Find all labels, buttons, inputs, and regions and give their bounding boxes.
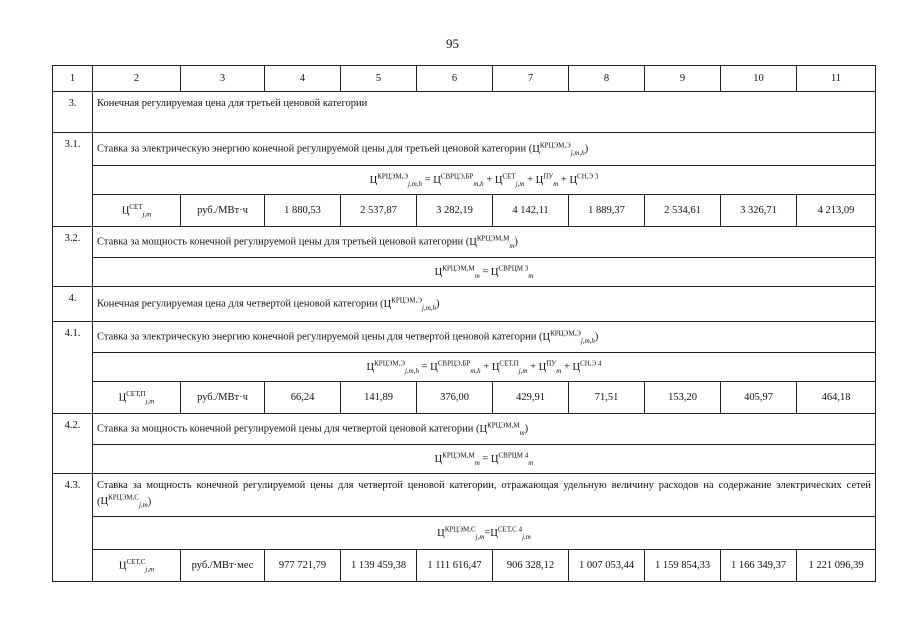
symbol-base: Ц [494,174,503,186]
symbol-superscript: КРЦЭМ,Э [539,141,571,150]
column-header: 11 [797,66,876,92]
section-title-symbol [532,141,585,157]
symbol-subscript: m [509,241,515,250]
section-3-1-formula-row [53,166,876,195]
formula-operator: + [527,361,539,373]
value-cell: 977 721,79 [265,550,341,582]
formula-term [490,264,534,280]
section-title-symbol [469,234,515,250]
formula-term [572,359,602,373]
symbol-superscript: ПУ [543,172,554,181]
symbol-base: Ц [572,361,581,373]
section-4-2-formula-row [53,445,876,474]
column-header: 4 [265,66,341,92]
symbol-base: Ц [491,361,500,373]
formula-operator: = [418,361,431,373]
section-number: 4.1. [53,322,93,414]
symbol-subscript: j,m [522,532,531,541]
formula-term [491,359,528,375]
formula-term [535,172,559,188]
symbol-subscript: j,m,h [580,336,595,345]
formula-term [538,359,562,375]
symbol-base: Ц [118,560,127,572]
symbol-superscript: СВРЦМ 3 [498,264,529,273]
formula-operator: + [524,174,536,186]
section-number: 3.2. [53,227,93,287]
column-number-row [53,66,876,92]
symbol-base: Ц [490,527,498,539]
symbol-base: Ц [430,361,438,373]
symbol-superscript: КРЦЭМ,М [487,421,520,430]
formula-operator: + [480,361,492,373]
symbol-superscript: СВРЦМ 4 [498,451,529,460]
section-number: 4. [53,287,93,322]
section-title-text: Ставка за мощность конечной регулируемой цены для третьей ценовой категории [97,236,464,248]
formula-term [490,525,531,541]
symbol-base: Ц [569,174,578,186]
symbol-superscript: СН,Э 3 [577,172,599,181]
value-cell: 66,24 [265,382,341,414]
section-4-1-values-row [53,382,876,414]
symbol-base: Ц [532,143,540,155]
symbol-superscript: СЕТ [502,172,516,181]
value-symbol [93,195,181,227]
symbol-subscript: j,m [145,397,155,406]
section-4-3-title-row [53,474,876,517]
value-cell: 2 534,61 [645,195,721,227]
section-title: Конечная регулируемая цена для четвертой ценовой категории $(Ц^{КРЦЭМ,Э}_{j,m,h})$ [93,287,876,322]
symbol-superscript: КРЦЭМ,М [476,234,510,243]
column-header: 1 [53,66,93,92]
symbol-subscript: m,h [473,179,484,188]
section-title-symbol [479,421,525,437]
formula-term [490,451,534,467]
symbol-base: Ц [369,174,378,186]
section-title-symbol [542,329,595,345]
value-cell: 71,51 [569,382,645,414]
section-title: Ставка за мощность конечной регулируемой цены для третьей ценовой категории $(Ц^{КРЦЭМ,М}_m)$ [93,227,876,258]
value-cell: 906 328,12 [493,550,569,582]
section-4-2-title-row [53,414,876,445]
tariff-table [52,65,876,582]
formula [93,517,876,550]
value-cell: 405,97 [721,382,797,414]
section-number: 4.3. [53,474,93,582]
value-cell: 429,91 [493,382,569,414]
symbol-base: Ц [538,361,547,373]
value-cell: 1 166 349,37 [721,550,797,582]
formula-term [494,172,525,188]
value-cell: 1 889,37 [569,195,645,227]
symbol-base: Ц [542,331,551,343]
value-cell: 1 139 459,38 [341,550,417,582]
symbol-base: Ц [434,266,443,278]
formula-term [437,525,485,541]
symbol-base: Ц [118,392,127,404]
symbol-subscript: j,m [138,501,148,510]
section-title: Ставка за мощность конечной регулируемой цены для четвертой ценовой категории $(Ц^{КРЦЭМ,М}_m)$ [93,414,876,445]
column-header: 3 [181,66,265,92]
value-unit: руб./МВт·ч [181,195,265,227]
section-title-text: Ставка за мощность конечной регулируемой цены для четвертой ценовой категории [97,423,474,435]
section-4-3-values-row [53,550,876,582]
value-unit: руб./МВт·мес [181,550,265,582]
section-4-1-formula-row [53,353,876,382]
section-3-2-title-row [53,227,876,258]
value-cell: 1 111 616,47 [417,550,493,582]
formula-term [366,359,419,375]
symbol-superscript: СЕТ,П [126,389,146,398]
symbol-subscript: j,m [145,565,155,574]
value-cell: 1 880,53 [265,195,341,227]
section-number: 3.1. [53,133,93,227]
symbol-base: Ц [121,205,130,217]
symbol-subscript: j,m,h [422,303,437,312]
value-symbol [93,550,181,582]
symbol-subscript: m [528,271,534,280]
section-number: 4.2. [53,414,93,474]
symbol-subscript: j,m,h [404,366,419,375]
symbol-base: Ц [479,423,488,435]
symbol-subscript: j,m [142,210,152,219]
symbol-subscript: m [553,179,559,188]
section-4-row [53,287,876,322]
column-header: 9 [645,66,721,92]
formula-term [430,359,481,375]
symbol-base: Ц [366,361,375,373]
formula-operator: + [558,174,570,186]
symbol-superscript: КРЦЭМ,Э [377,172,409,181]
symbol-superscript: КРЦЭМ,С [108,493,139,502]
value-cell: 1 159 854,33 [645,550,721,582]
section-title: Ставка за электрическую энергию конечной регулируемой цены для третьей ценовой категории $(Ц^{КРЦЭМ,Э}_{j,m,h})$ [93,133,876,166]
symbol-subscript: m [528,458,534,467]
section-title-text: Ставка за электрическую энергию конечной регулируемой цены для четвертой ценовой категории [97,331,537,343]
column-header: 2 [93,66,181,92]
symbol-base: Ц [437,527,445,539]
symbol-base: Ц [490,453,499,465]
value-cell: 1 007 053,44 [569,550,645,582]
section-title-text: Конечная регулируемая цена для третьей ценовой категории [97,98,368,109]
formula-operator: = [479,453,491,465]
symbol-subscript: j,m,h [408,179,423,188]
section-title [93,92,876,133]
value-cell: 153,20 [645,382,721,414]
value-cell: 141,89 [341,382,417,414]
formula-term [434,451,480,467]
value-symbol [93,382,181,414]
symbol-base: Ц [433,174,441,186]
column-header: 5 [341,66,417,92]
symbol-superscript: КРЦЭМ,М [442,451,475,460]
formula-term [434,264,480,280]
formula [93,445,876,474]
column-header: 10 [721,66,797,92]
symbol-base: Ц [535,174,544,186]
symbol-superscript: СЕТ,С [126,557,146,566]
value-cell: 376,00 [417,382,493,414]
symbol-subscript: m [474,458,480,467]
symbol-subscript: m [556,366,562,375]
section-title-symbol [100,493,148,510]
symbol-subscript: m [519,428,525,437]
section-title-text: Ставка за мощность конечной регулируемой цены для четвертой ценовой категории, отражающая удельную величину расходов на содержание электрических сетей [97,480,871,492]
formula [93,258,876,287]
formula-operator: = [484,527,491,539]
section-4-3-formula-row [53,517,876,550]
symbol-superscript: ПУ [546,359,557,368]
column-header: 7 [493,66,569,92]
value-unit: руб./МВт·ч [181,382,265,414]
value-cell: 4 142,11 [493,195,569,227]
value-cell: 1 221 096,39 [797,550,876,582]
symbol-base: Ц [434,453,443,465]
formula-operator: = [422,174,434,186]
symbol-superscript: КРЦЭМ,С [444,525,476,534]
value-cell: 3 326,71 [721,195,797,227]
value-cell: 464,18 [797,382,876,414]
symbol-superscript: КРЦЭМ,М [442,264,475,273]
symbol-subscript: j,m [475,532,485,541]
formula-operator: + [561,361,573,373]
formula-operator: = [479,266,491,278]
symbol-superscript: СЕТ,П [499,359,519,368]
section-3-1-values-row [53,195,876,227]
symbol-subscript: j,m [518,366,528,375]
symbol-superscript: СВРЦЭ,БР [437,359,471,368]
formula-term [569,172,599,186]
symbol-superscript: СЕТ [129,202,143,211]
symbol-subscript: m [474,271,480,280]
symbol-base: Ц [490,266,499,278]
section-number: 3. [53,92,93,133]
section-title-text: Ставка за электрическую энергию конечной регулируемой цены для третьей ценовой категории [97,143,527,155]
value-cell: 4 213,09 [797,195,876,227]
symbol-superscript: КРЦЭМ,Э [391,296,423,305]
symbol-subscript: j,m,h [570,148,585,157]
symbol-base: Ц [383,298,392,310]
symbol-superscript: СВРЦЭ,БР [440,172,474,181]
section-3-2-formula-row [53,258,876,287]
column-header: 6 [417,66,493,92]
symbol-base: Ц [100,496,109,508]
symbol-subscript: m,h [470,366,481,375]
formula [93,353,876,382]
formula [93,166,876,195]
section-3-1-title-row [53,133,876,166]
page-number: 95 [446,36,459,51]
section-3-row [53,92,876,133]
symbol-superscript: СЕТ,С 4 [497,525,523,534]
section-title: Ставка за электрическую энергию конечной регулируемой цены для четвертой ценовой категории $(Ц^{КРЦЭМ,Э}_{j,m,h})$ [93,322,876,353]
value-cell: 2 537,87 [341,195,417,227]
symbol-superscript: СН,Э 4 [580,359,602,368]
value-cell: 3 282,19 [417,195,493,227]
formula-term [369,172,423,188]
formula-operator: + [483,174,495,186]
section-title: Ставка за мощность конечной регулируемой цены для четвертой ценовой категории, отражающая удельную величину расходов на содержание электрических сетей $(Ц^{КРЦЭМ,С}_{j,m})$ [93,474,876,517]
symbol-superscript: КРЦЭМ,Э [374,359,405,368]
section-title-symbol [383,296,437,312]
symbol-subscript: j,m [515,179,525,188]
section-title-text: Конечная регулируемая цена для четвертой ценовой категории [97,298,378,310]
formula-term [433,172,484,188]
symbol-superscript: КРЦЭМ,Э [550,329,581,338]
column-header: 8 [569,66,645,92]
symbol-base: Ц [469,236,477,248]
section-4-1-title-row [53,322,876,353]
